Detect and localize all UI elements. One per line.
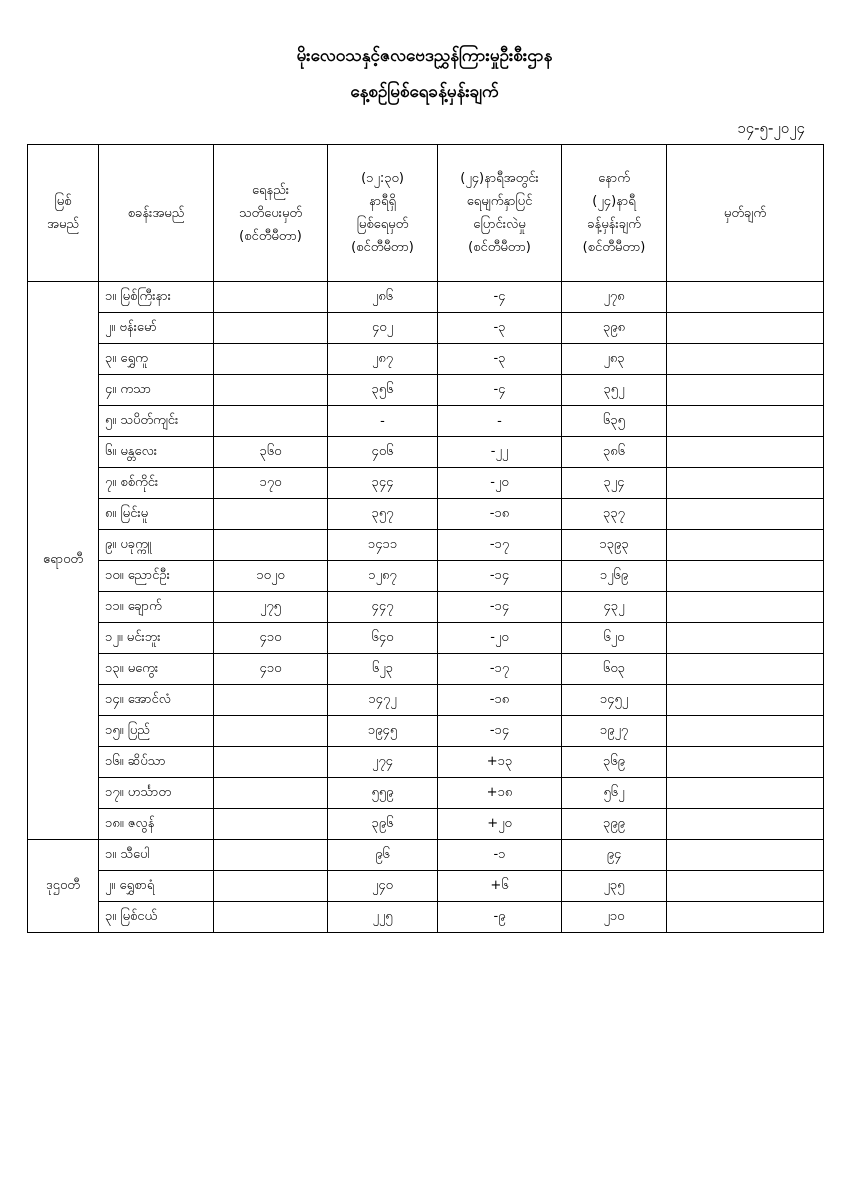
level-cell: ၁၉၄၅ bbox=[328, 716, 438, 747]
level-cell: ၄၄၇ bbox=[328, 592, 438, 623]
danger-cell bbox=[214, 406, 328, 437]
remarks-cell bbox=[667, 623, 824, 654]
col-header-line: (၂၄)နာရီအတွင်း bbox=[460, 171, 539, 186]
station-cell: ၁၄။ အောင်လံ bbox=[99, 685, 214, 716]
danger-cell bbox=[214, 871, 328, 902]
forecast-cell: ၃၉၉ bbox=[562, 809, 667, 840]
table-row bbox=[28, 313, 824, 344]
remarks-cell bbox=[667, 902, 824, 933]
col-header-line: (စင်တီမီတာ) bbox=[582, 240, 646, 255]
table-body bbox=[28, 282, 824, 933]
station-cell: ၁၆။ ဆိပ်သာ bbox=[99, 747, 214, 778]
remarks-cell bbox=[667, 778, 824, 809]
level-cell: ၂၈၆ bbox=[328, 282, 438, 313]
change-cell: +၆ bbox=[438, 871, 562, 902]
forecast-cell: ၃၃၇ bbox=[562, 499, 667, 530]
level-cell: ၁၄၇၂ bbox=[328, 685, 438, 716]
remarks-cell bbox=[667, 406, 824, 437]
forecast-cell: ၄၃၂ bbox=[562, 592, 667, 623]
change-cell: -၄ bbox=[438, 282, 562, 313]
change-cell: -၁ bbox=[438, 840, 562, 871]
forecast-cell: ၃၉၈ bbox=[562, 313, 667, 344]
remarks-cell bbox=[667, 437, 824, 468]
forecast-cell: ၂၈၃ bbox=[562, 344, 667, 375]
danger-cell bbox=[214, 530, 328, 561]
station-cell: ၅။ သပိတ်ကျင်း bbox=[99, 406, 214, 437]
station-cell: ၃။ မြစ်ငယ် bbox=[99, 902, 214, 933]
level-cell: ၆၄၀ bbox=[328, 623, 438, 654]
danger-cell bbox=[214, 685, 328, 716]
change-cell: +၁၃ bbox=[438, 747, 562, 778]
col-header-line: (စင်တီမီတာ) bbox=[351, 240, 414, 255]
forecast-cell: ၆၂၀ bbox=[562, 623, 667, 654]
remarks-cell bbox=[667, 313, 824, 344]
remarks-cell bbox=[667, 468, 824, 499]
level-cell: ၃၅၆ bbox=[328, 375, 438, 406]
level-cell: ၅၅၉ bbox=[328, 778, 438, 809]
change-cell: -၃ bbox=[438, 313, 562, 344]
station-cell: ၂။ ဗန်းမော် bbox=[99, 313, 214, 344]
river-level-table bbox=[27, 144, 824, 933]
change-cell: -၁၄ bbox=[438, 592, 562, 623]
col-header-line: (၂၄)နာရီ bbox=[592, 194, 636, 209]
col-header-line: ခန့်မှန်းချက် bbox=[587, 217, 641, 232]
remarks-cell bbox=[667, 871, 824, 902]
change-cell: -၁၈ bbox=[438, 499, 562, 530]
change-cell: -၁၄ bbox=[438, 716, 562, 747]
report-title: မိုးလေဝသနှင့်ဇလဗေဒညွှန်ကြားမှုဦးစီးဌာန bbox=[296, 46, 553, 66]
col-header-station bbox=[99, 145, 214, 282]
col-header-line: စခန်းအမည် bbox=[127, 205, 185, 221]
col-header-change bbox=[438, 145, 562, 282]
station-cell: ၁၅။ ပြည် bbox=[99, 716, 214, 747]
danger-cell: ၁၀၂၀ bbox=[214, 561, 328, 592]
col-header-remarks bbox=[667, 145, 824, 282]
forecast-cell: ၃၈၆ bbox=[562, 437, 667, 468]
danger-cell: ၃၆၀ bbox=[214, 437, 328, 468]
col-header-line: သတိပေးမှတ် bbox=[238, 205, 303, 221]
col-header-line: ရေနည်း bbox=[251, 182, 290, 198]
remarks-cell bbox=[667, 654, 824, 685]
remarks-cell bbox=[667, 561, 824, 592]
remarks-cell bbox=[667, 716, 824, 747]
table-row bbox=[28, 468, 824, 499]
station-cell: ၁၃။ မကွေး bbox=[99, 654, 214, 685]
station-cell: ၁၀။ ညောင်ဦး bbox=[99, 561, 214, 592]
danger-cell bbox=[214, 747, 328, 778]
station-cell: ၁၈။ ဇလွန် bbox=[99, 809, 214, 840]
col-header-line: နာရီရှိ bbox=[368, 194, 396, 209]
table-row bbox=[28, 530, 824, 561]
level-cell: ၁၄၁၁ bbox=[328, 530, 438, 561]
col-header-level bbox=[328, 145, 438, 282]
change-cell: -၉ bbox=[438, 902, 562, 933]
col-header-line: မြစ်ရေမှတ် bbox=[356, 217, 409, 232]
danger-cell: ၁၇၀ bbox=[214, 468, 328, 499]
col-header-line: (စင်တီမီတာ) bbox=[239, 228, 302, 244]
danger-cell bbox=[214, 313, 328, 344]
danger-cell bbox=[214, 282, 328, 313]
level-cell: ၃၄၄ bbox=[328, 468, 438, 499]
header-row bbox=[28, 145, 824, 282]
change-cell: -၁၇ bbox=[438, 654, 562, 685]
danger-cell bbox=[214, 375, 328, 406]
danger-cell bbox=[214, 344, 328, 375]
col-header-danger bbox=[214, 145, 328, 282]
station-cell: ၄။ ကသာ bbox=[99, 375, 214, 406]
table-row bbox=[28, 685, 824, 716]
table-row bbox=[28, 406, 824, 437]
remarks-cell bbox=[667, 685, 824, 716]
forecast-cell: ၁၄၅၂ bbox=[562, 685, 667, 716]
danger-cell bbox=[214, 809, 328, 840]
col-header-line: နောက် bbox=[598, 171, 630, 186]
station-cell: ၂။ ရွှေစာရံ bbox=[99, 871, 214, 902]
river-name-cell: ဧရာဝတီ bbox=[28, 282, 99, 840]
change-cell: -၃ bbox=[438, 344, 562, 375]
col-header-river bbox=[28, 145, 99, 282]
table-row bbox=[28, 902, 824, 933]
level-cell: ၉၆ bbox=[328, 840, 438, 871]
change-cell: -၂၀ bbox=[438, 468, 562, 499]
col-header-line: မြစ် bbox=[54, 194, 72, 209]
forecast-cell: ၉၄ bbox=[562, 840, 667, 871]
remarks-cell bbox=[667, 375, 824, 406]
remarks-cell bbox=[667, 344, 824, 375]
danger-cell bbox=[214, 716, 328, 747]
station-cell: ၁။ သီပေါ bbox=[99, 840, 214, 871]
forecast-cell: ၂၇၈ bbox=[562, 282, 667, 313]
col-header-line: (၁၂:၃၀) bbox=[361, 171, 404, 186]
col-header-line: ရေမျက်နှာပြင် bbox=[466, 194, 533, 209]
station-cell: ၇။ စစ်ကိုင်း bbox=[99, 468, 214, 499]
level-cell: ၃၅၇ bbox=[328, 499, 438, 530]
level-cell: - bbox=[328, 406, 438, 437]
table-row bbox=[28, 778, 824, 809]
station-cell: ၁၇။ ဟင်္သာတ bbox=[99, 778, 214, 809]
forecast-cell: ၂၁၀ bbox=[562, 902, 667, 933]
change-cell: -၂၂ bbox=[438, 437, 562, 468]
danger-cell: ၂၇၅ bbox=[214, 592, 328, 623]
forecast-cell: ၁၂၆၉ bbox=[562, 561, 667, 592]
remarks-cell bbox=[667, 592, 824, 623]
report-subtitle: နေ့စဉ်မြစ်ရေခန့်မှန်းချက် bbox=[350, 82, 499, 102]
col-header-line: အမည် bbox=[47, 217, 79, 232]
forecast-cell: ၃၆၉ bbox=[562, 747, 667, 778]
level-cell: ၂၄၀ bbox=[328, 871, 438, 902]
table-row bbox=[28, 623, 824, 654]
remarks-cell bbox=[667, 840, 824, 871]
table-row bbox=[28, 592, 824, 623]
forecast-cell: ၆၀၃ bbox=[562, 654, 667, 685]
forecast-cell: ၁၃၉၃ bbox=[562, 530, 667, 561]
table-row bbox=[28, 654, 824, 685]
table-row bbox=[28, 840, 824, 871]
forecast-cell: ၃၅၂ bbox=[562, 375, 667, 406]
table-row bbox=[28, 375, 824, 406]
danger-cell bbox=[214, 902, 328, 933]
station-cell: ၆။ မန္တလေး bbox=[99, 437, 214, 468]
change-cell: -၄ bbox=[438, 375, 562, 406]
remarks-cell bbox=[667, 747, 824, 778]
level-cell: ၃၉၆ bbox=[328, 809, 438, 840]
change-cell: +၁၈ bbox=[438, 778, 562, 809]
river-name-cell: ဒုဌဝတီ bbox=[28, 840, 99, 933]
table-row bbox=[28, 344, 824, 375]
table-row bbox=[28, 561, 824, 592]
forecast-cell: ၆၃၅ bbox=[562, 406, 667, 437]
station-cell: ၃။ ရွှေကူ bbox=[99, 344, 214, 375]
forecast-cell: ၂၃၅ bbox=[562, 871, 667, 902]
change-cell: -၁၈ bbox=[438, 685, 562, 716]
table-row bbox=[28, 282, 824, 313]
change-cell: - bbox=[438, 406, 562, 437]
col-header-line: မှတ်ချက် bbox=[723, 205, 767, 221]
table-row bbox=[28, 809, 824, 840]
danger-cell bbox=[214, 499, 328, 530]
level-cell: ၆၂၃ bbox=[328, 654, 438, 685]
danger-cell: ၄၁၀ bbox=[214, 623, 328, 654]
table-row bbox=[28, 747, 824, 778]
col-header-forecast bbox=[562, 145, 667, 282]
forecast-cell: ၃၂၄ bbox=[562, 468, 667, 499]
remarks-cell bbox=[667, 530, 824, 561]
remarks-cell bbox=[667, 499, 824, 530]
table-row bbox=[28, 499, 824, 530]
level-cell: ၄၀၂ bbox=[328, 313, 438, 344]
danger-cell: ၄၁၀ bbox=[214, 654, 328, 685]
table-row bbox=[28, 437, 824, 468]
change-cell: -၁၄ bbox=[438, 561, 562, 592]
level-cell: ၂၇၄ bbox=[328, 747, 438, 778]
change-cell: -၁၇ bbox=[438, 530, 562, 561]
table-row bbox=[28, 871, 824, 902]
level-cell: ၂၂၅ bbox=[328, 902, 438, 933]
col-header-line: (စင်တီမီတာ) bbox=[468, 240, 531, 255]
change-cell: -၂၀ bbox=[438, 623, 562, 654]
forecast-cell: ၅၆၂ bbox=[562, 778, 667, 809]
level-cell: ၂၈၇ bbox=[328, 344, 438, 375]
forecast-cell: ၁၉၂၇ bbox=[562, 716, 667, 747]
remarks-cell bbox=[667, 809, 824, 840]
station-cell: ၁၁။ ချောက် bbox=[99, 592, 214, 623]
level-cell: ၁၂၈၇ bbox=[328, 561, 438, 592]
remarks-cell bbox=[667, 282, 824, 313]
station-cell: ၁၂။ မင်းဘူး bbox=[99, 623, 214, 654]
station-cell: ၉။ ပခုက္ကူ bbox=[99, 530, 214, 561]
col-header-line: ပြောင်းလဲမှု bbox=[473, 217, 526, 232]
danger-cell bbox=[214, 840, 328, 871]
station-cell: ၁။ မြစ်ကြီးနား bbox=[99, 282, 214, 313]
station-cell: ၈။ မြင်းမူ bbox=[99, 499, 214, 530]
table-row bbox=[28, 716, 824, 747]
level-cell: ၄၀၆ bbox=[328, 437, 438, 468]
report-date: ၁၄-၅-၂၀၂၄ bbox=[737, 119, 805, 137]
danger-cell bbox=[214, 778, 328, 809]
change-cell: +၂၀ bbox=[438, 809, 562, 840]
